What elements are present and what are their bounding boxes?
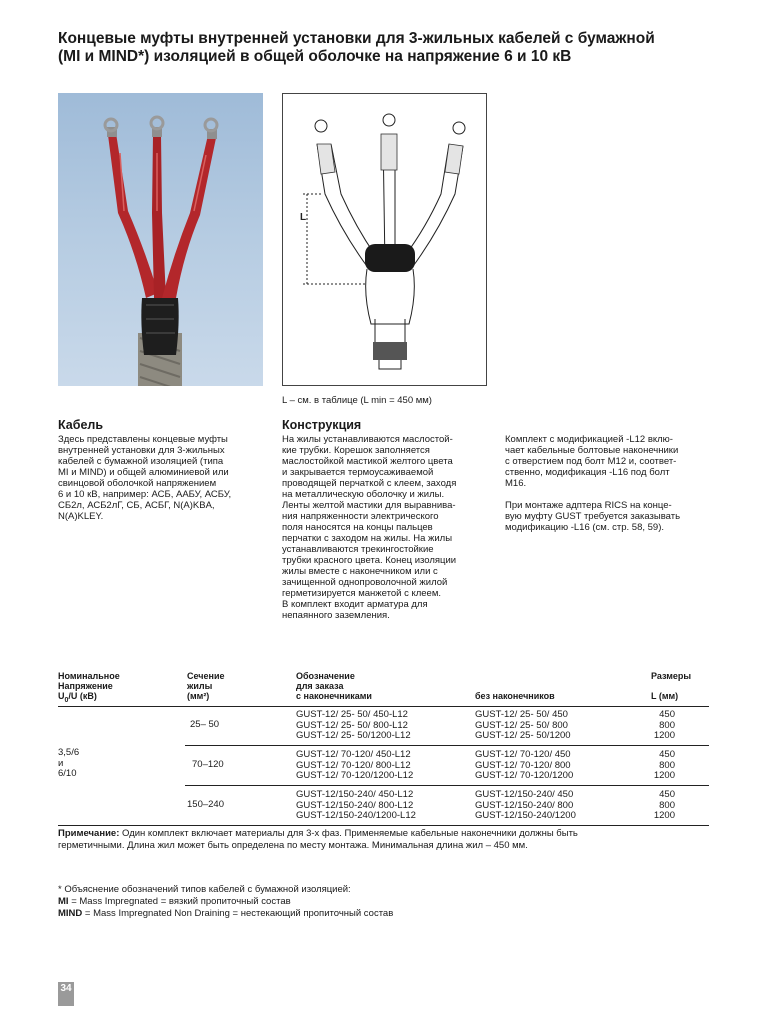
drawing-caption: L – см. в таблице (L min = 450 мм) [282, 395, 432, 406]
cable-termination-photo [58, 93, 263, 386]
section-cell: 70–120 [192, 759, 224, 770]
group-divider [185, 785, 709, 786]
termination-outline-drawing [283, 94, 488, 387]
cable-heading: Кабель [58, 418, 104, 432]
technical-drawing [282, 93, 487, 386]
header-length: L (мм) [651, 691, 679, 701]
right-core [162, 135, 216, 298]
table-bottom-rule [58, 825, 709, 826]
header-without-lugs: без наконечников [475, 691, 555, 701]
header-designation: Обозначение для заказа с наконечниками [296, 671, 372, 701]
modification-paragraph-1: Комплект с модификацией -L12 вклю- чает кабельные болтовые наконечники с отверстием под болт M12 и, соответ- ственно, модификация -L16 под болт M16. [505, 434, 679, 489]
header-voltage: Номинальное Напряжение $U_0/U$ (кВ) [58, 671, 120, 704]
drawing-lug-middle [383, 114, 395, 126]
header-sizes: Размеры [651, 671, 692, 681]
modification-paragraph-2: При монтаже адптера RICS на конце- вую муфту GUST требуется заказывать модификацию -L16 (см. стр. 58, 59). [505, 500, 681, 533]
page-number: 34 [58, 982, 74, 1006]
glove-dark-band [365, 244, 415, 272]
dimension-label: L [300, 212, 307, 223]
footnote: * Объяснение обозначений типов кабелей с бумажной изоляцией: MI = Mass Impregnated = вязкий пропиточный состав MIND = Mass Impregnated Non Draining = нестекающий пропиточный состав [58, 884, 394, 919]
construction-description: На жилы устанавливаются маслостой- кие трубки. Корешок заполняется маслостойкой мастикой желтого цвета и закрывается термоусаживаемой проводящей перчаткой с клеем, заходя на металлическую оболочку и жилы. Ленты желтой мастики для выравнива- ния напряженности электрического поля наносятся на концы пальцев перчатки с заходом на жилы. На жилы устанавливаются трекингостойкие трубки красного цвета. Конец изоляции жилы вместе с наконечником или с зачищенной однопроволочной жилой герметизируется манжетой с клеем. В комплект входит арматура для непаянного заземления. [282, 434, 457, 621]
table-header-rule [58, 706, 709, 707]
glove-sheath [141, 298, 178, 355]
middle-core [152, 135, 166, 298]
section-cell: 25– 50 [190, 719, 220, 730]
without-lugs-cell: GUST-12/ 25- 50/ 450 GUST-12/ 25- 50/ 800 GUST-12/ 25- 50/1200 [475, 709, 571, 741]
group-divider [185, 745, 709, 746]
header-section: Сечение жилы (мм²) [187, 671, 225, 701]
cable-armour [373, 342, 407, 360]
product-photo [58, 93, 263, 386]
drawing-lug-left [315, 120, 327, 132]
length-cell: 450 800 1200 [653, 709, 675, 741]
with-lugs-cell: GUST-12/150-240/ 450-L12 GUST-12/150-240/ 800-L12 GUST-12/150-240/1200-L12 [296, 789, 416, 821]
right-sleeve [445, 144, 463, 174]
middle-sleeve [381, 134, 397, 170]
cable-core-outline [379, 359, 401, 369]
with-lugs-cell: GUST-12/ 70-120/ 450-L12 GUST-12/ 70-120/ 800-L12 GUST-12/ 70-120/1200-L12 [296, 749, 414, 781]
without-lugs-cell: GUST-12/150-240/ 450 GUST-12/150-240/ 800 GUST-12/150-240/1200 [475, 789, 576, 821]
glove-outline [366, 269, 415, 324]
dimension-line [303, 194, 367, 284]
section-cell: 150–240 [187, 799, 224, 810]
page-title: Концевые муфты внутренней установки для 3-жильных кабелей с бумажной (MI и MIND*) изоляцией в общей оболочке на напряжение 6 и 10 кВ [58, 30, 655, 65]
without-lugs-cell: GUST-12/ 70-120/ 450 GUST-12/ 70-120/ 800 GUST-12/ 70-120/1200 [475, 749, 574, 781]
drawing-lug-right [453, 122, 465, 134]
with-lugs-cell: GUST-12/ 25- 50/ 450-L12 GUST-12/ 25- 50/ 800-L12 GUST-12/ 25- 50/1200-L12 [296, 709, 411, 741]
voltage-cell: 3,5/6 и 6/10 [58, 747, 80, 779]
modification-description [505, 434, 720, 544]
length-cell: 450 800 1200 [653, 749, 675, 781]
left-core [108, 133, 158, 298]
length-cell: 450 800 1200 [653, 789, 675, 821]
table-note: Примечание: Один комплект включает материалы для 3-х фаз. Применяемые кабельные наконечники должны быть герметичными. Длина жил может быть определена по месту монтажа. Минимальная длина жил – 450 мм. [58, 828, 578, 851]
cable-description: Здесь представлены концевые муфты внутренней установки для 3-жильных кабелей с бумажной изоляцией (типа MI и MIND) и общей алюминиевой или свинцовой оболочкой напряжением 6 и 10 кВ, например: АСБ, ААБУ, АСБУ, СБ2л, АСБ2лГ, СБ, АСБГ, N(A)KBA, N(A)KLEY. [58, 434, 232, 522]
construction-heading: Конструкция [282, 418, 362, 432]
